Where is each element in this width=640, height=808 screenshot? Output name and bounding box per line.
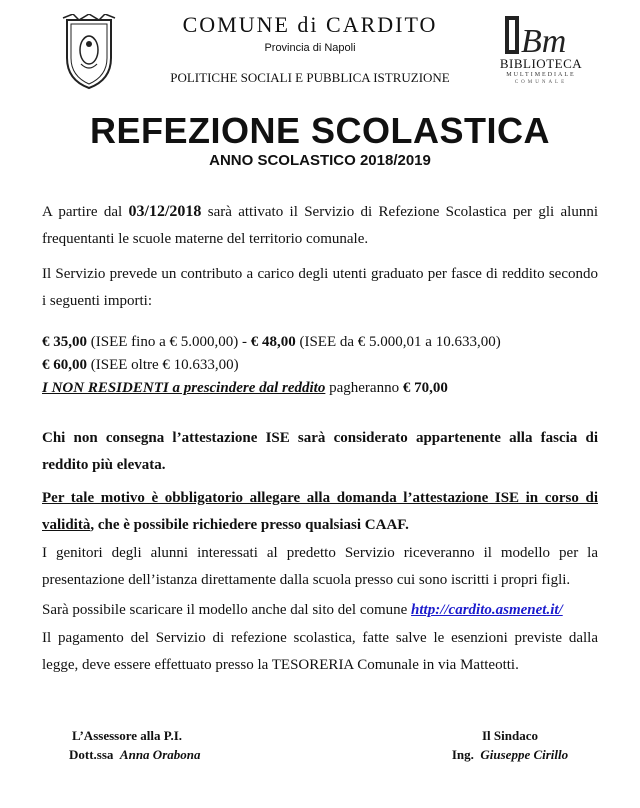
coat-of-arms-logo xyxy=(59,14,119,90)
library-logo-subtitle: MULTIMEDIALE xyxy=(506,72,576,78)
mayor-name: Giuseppe Cirillo xyxy=(480,747,569,762)
assessor-title: Dott.ssa xyxy=(69,747,114,762)
intro-paragraph xyxy=(42,198,598,253)
province-name: Provincia di Napoli xyxy=(264,42,356,54)
fee-desc-2: (ISEE da € 5.000,01 a 10.633,00) xyxy=(295,334,501,350)
assessor-name: Anna Orabona xyxy=(119,747,201,762)
non-residents-amount: € 70,00 xyxy=(402,380,448,396)
fee-amount-2: € 48,00 xyxy=(250,334,296,350)
intro-text-end: sarà attivato il Servizio di Refezione Scolastica per gli alunni frequentanti le scuole materne del territorio comunale. xyxy=(42,204,598,247)
assessor-signature xyxy=(69,726,201,764)
payment-paragraph: Il pagamento del Servizio di refezione scolastica, fatte salve le esenzioni previste dalla legge, deve essere effettuato presso la TESORERIA Comunale in via Matteotti. xyxy=(42,630,598,673)
mayor-signature xyxy=(430,726,590,764)
mayor-title: Ing. xyxy=(451,747,474,762)
fee-amount-3: € 60,00 xyxy=(42,357,87,373)
municipality-website-link[interactable]: http://cardito.asmenet.it/ xyxy=(411,602,563,618)
municipality-name: COMUNE di CARDITO xyxy=(182,12,438,37)
library-logo-subtitle-2: COMUNALE xyxy=(514,80,568,85)
department-name: POLITICHE SOCIALI E PUBBLICA ISTRUZIONE xyxy=(170,70,450,85)
svg-text:Bm: Bm xyxy=(521,23,567,60)
fee-desc-3: (ISEE oltre € 10.633,00) xyxy=(87,357,239,373)
fee-desc-1: (ISEE fino a € 5.000,00) - xyxy=(87,334,251,350)
assessor-role: L’Assessore alla P.I. xyxy=(72,728,183,743)
fees-intro-paragraph: Il Servizio prevede un contributo a carico degli utenti graduato per fasce di reddito secondo i seguenti importi: xyxy=(42,266,598,309)
ise-notice-paragraph: Chi non consegna l’attestazione ISE sarà considerato appartenente alla fascia di reddito più elevata. xyxy=(42,430,598,473)
start-date: 03/12/2018 xyxy=(128,203,202,220)
document-subtitle: ANNO SCOLASTICO 2018/2019 xyxy=(209,152,431,169)
fee-amount-1: € 35,00 xyxy=(42,334,87,350)
download-text: Sarà possibile scaricare il modello anche dal sito del comune xyxy=(42,602,412,618)
non-residents-label: I NON RESIDENTI a prescindere dal reddito xyxy=(42,380,326,396)
parents-info-paragraph: I genitori degli alunni interessati al predetto Servizio riceveranno il modello per la presentazione dell’istanza direttamente dalla scuola presso cui sono iscritti i propri figli. xyxy=(42,545,598,588)
fee-list xyxy=(42,331,598,400)
non-residents-text: pagheranno xyxy=(325,380,403,396)
document-title: REFEZIONE SCOLASTICA xyxy=(89,110,551,151)
library-logo-label: BIBLIOTECA xyxy=(499,56,583,71)
download-paragraph xyxy=(42,597,598,624)
ise-requirement-rest: , che è possibile richiedere presso qualsiasi CAAF. xyxy=(90,517,409,533)
ise-requirement-underlined: Per tale motivo è obbligatorio allegare alla domanda l’attestazione ISE in corso di validità xyxy=(42,490,598,533)
mayor-role: Il Sindaco xyxy=(482,728,538,743)
ise-requirement-paragraph xyxy=(42,485,598,539)
intro-text-start: A partire dal xyxy=(42,204,129,220)
